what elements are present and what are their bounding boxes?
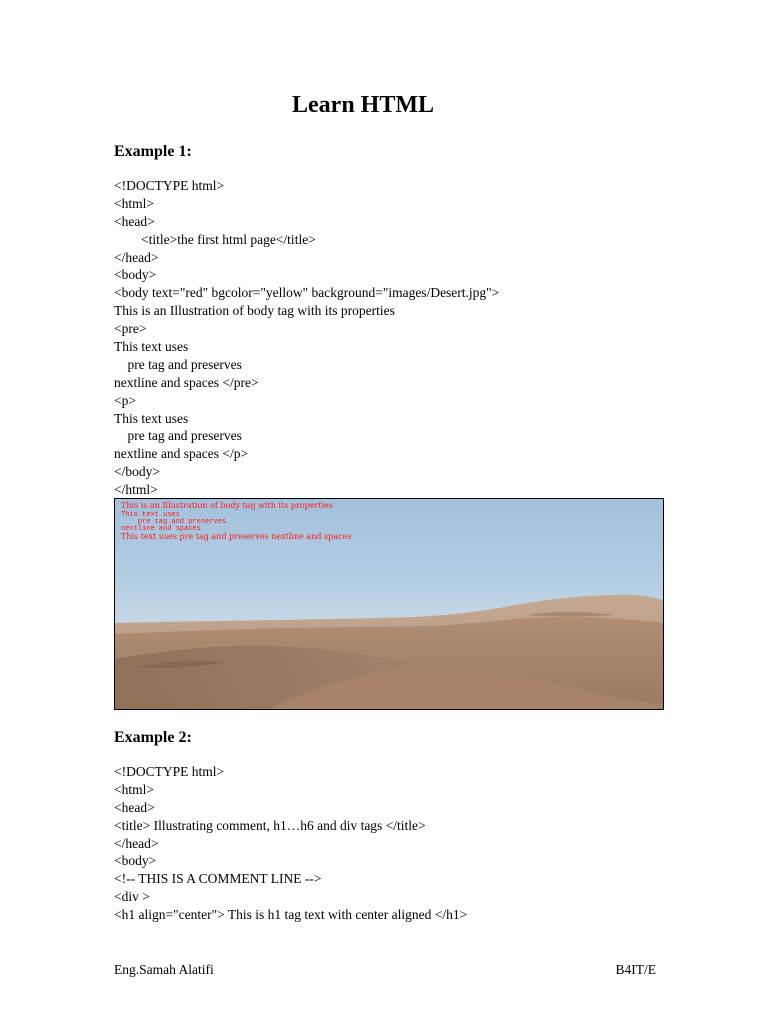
figure-body-text-line: This is an Illustration of body tag with its properties [121,501,333,510]
code-line: <html> [114,781,154,797]
code-line: <!DOCTYPE html> [114,764,225,779]
page-title: Learn HTML [292,92,434,118]
code-line: <h1 align="center"> This is h1 tag text with center aligned </h1> [114,907,468,923]
code-line: <p> [114,392,136,408]
code-line: <!-- THIS IS A COMMENT LINE --> [114,871,322,887]
footer-code: B4IT/E [615,962,656,977]
example-2-heading: Example 2: [114,729,192,746]
code-line: <!DOCTYPE html> [114,178,225,193]
code-line: <html> [114,195,154,211]
example-1-code [114,177,499,499]
footer-author: Eng.Samah Alatifi [114,962,214,977]
example-1-heading: Example 1: [114,143,192,160]
figure-pre-line: This text uses [121,511,180,519]
code-line: <title> Illustrating comment, h1…h6 and div tags </title> [114,817,426,833]
code-line: </body> [114,464,160,480]
code-line: This text uses [114,410,189,426]
desert-screenshot-figure [114,498,664,710]
code-line: pre tag and preserves [114,356,242,372]
code-line: </head> [114,835,159,851]
figure-pre-line: nextline and spaces [121,525,201,533]
figure-paragraph-line: This text uses pre tag and preserves nextline and spaces [121,532,352,541]
example-2-code [114,763,467,924]
code-line: <title>the first html page</title> [114,231,316,247]
code-line: </html> [114,482,158,498]
code-line: This is an Illustration of body tag with its properties [114,303,395,319]
code-line: nextline and spaces </pre> [114,374,259,390]
code-line: <head> [114,213,155,229]
code-line: <body> [114,267,157,283]
code-line: <pre> [114,321,147,337]
code-line: <body> [114,853,157,869]
figure-pre-line: pre tag and preserves [121,518,227,526]
code-line: nextline and spaces </p> [114,446,249,462]
code-line: This text uses [114,339,189,355]
code-line: </head> [114,249,159,265]
code-line: pre tag and preserves [114,428,242,444]
code-line: <head> [114,799,155,815]
code-line: <div > [114,889,150,905]
code-line: <body text="red" bgcolor="yellow" background="images/Desert.jpg"> [114,285,500,301]
